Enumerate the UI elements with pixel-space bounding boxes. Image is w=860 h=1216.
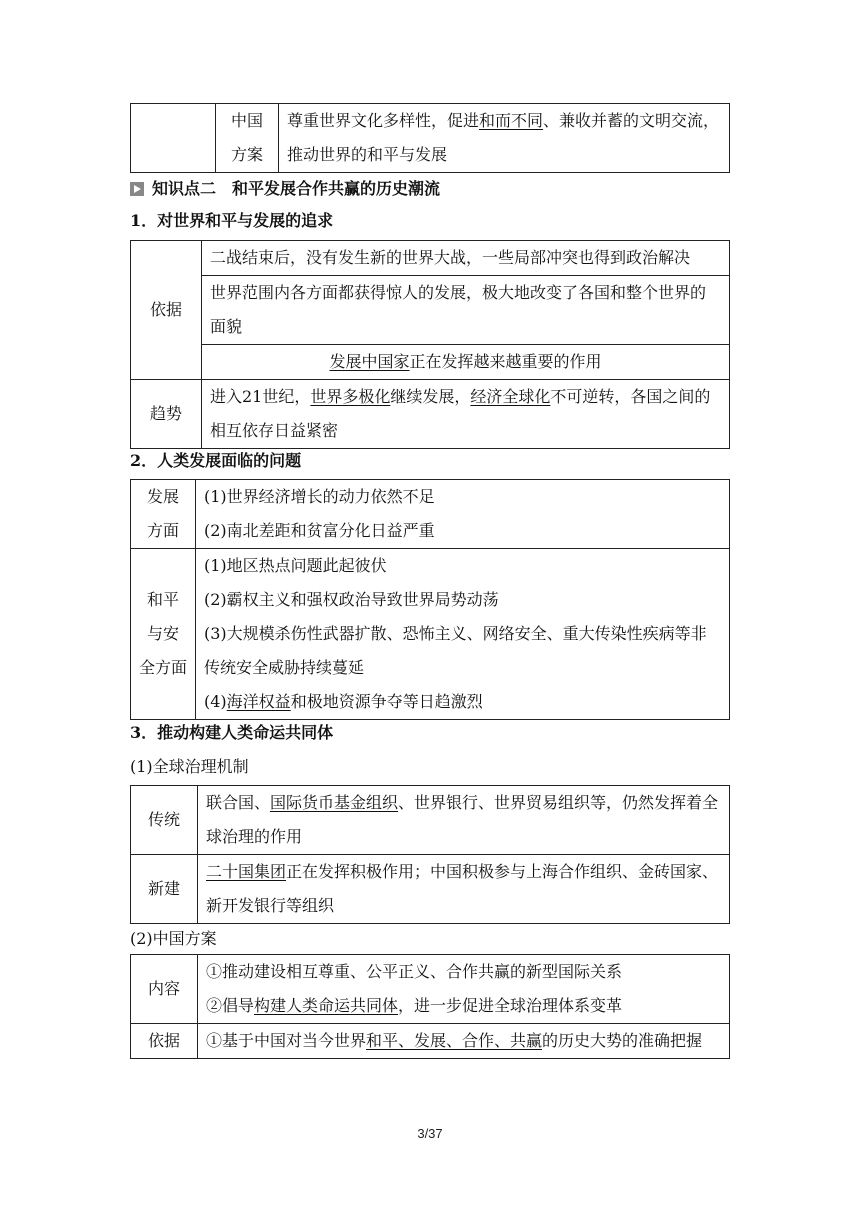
label-line: 与安 <box>146 624 179 643</box>
table-problems <box>130 479 730 720</box>
section-title: 知识点二 和平发展合作共赢的历史潮流 <box>130 176 440 199</box>
row-label-peace-security <box>131 549 196 720</box>
basis-content: ①基于中国对当今世界和平、发展、合作、共赢的历史大势的准确把握 <box>198 1024 730 1059</box>
list-item: (1)世界经济增长的动力依然不足 <box>204 487 435 506</box>
heading-2: 2．人类发展面临的问题 <box>130 451 302 470</box>
label-line: 发展 <box>146 487 179 506</box>
heading-3: 3．推动构建人类命运共同体 <box>130 723 334 742</box>
row-label-trend: 趋势 <box>131 380 202 449</box>
page-number: 3/37 <box>417 1126 443 1141</box>
list-item: (2)霸权主义和强权政治导致世界局势动荡 <box>204 590 499 609</box>
label-line: 中国 <box>230 111 263 130</box>
peace-items <box>196 549 730 720</box>
label-line: 方面 <box>146 521 179 540</box>
basis-item: 二战结束后，没有发生新的世界大战，一些局部冲突也得到政治解决 <box>202 241 730 276</box>
row-label-basis: 依据 <box>131 241 202 380</box>
development-items <box>196 480 730 549</box>
row-label-development <box>131 480 196 549</box>
row-label-content: 内容 <box>131 955 198 1024</box>
table-china-plan <box>130 954 730 1059</box>
play-triangle-icon <box>130 182 144 196</box>
row-label-basis: 依据 <box>131 1024 198 1059</box>
empty-cell <box>131 104 216 173</box>
list-item: (4)海洋权益和极地资源争夺等日趋激烈 <box>204 692 483 711</box>
list-item: (2)南北差距和贫富分化日益严重 <box>204 521 435 540</box>
list-item: (3)大规模杀伤性武器扩散、恐怖主义、网络安全、重大传染性疾病等非传统安全威胁持续蔓延 <box>204 624 707 677</box>
trend-content: 进入21世纪，世界多极化继续发展，经济全球化不可逆转，各国之间的相互依存日益紧密 <box>202 380 730 449</box>
subheading-1: (1)全球治理机制 <box>130 757 249 776</box>
list-item: ①推动建设相互尊重、公平正义、合作共赢的新型国际关系 <box>206 962 623 981</box>
table-governance <box>130 785 730 924</box>
label-line: 方案 <box>230 145 263 164</box>
new-content: 二十国集团正在发挥积极作用；中国积极参与上海合作组织、金砖国家、新开发银行等组织 <box>198 855 730 924</box>
row-label-new: 新建 <box>131 855 198 924</box>
basis-item: 世界范围内各方面都获得惊人的发展，极大地改变了各国和整个世界的面貌 <box>202 276 730 345</box>
label-china-plan <box>216 104 279 173</box>
top-table <box>130 103 730 173</box>
label-line: 全方面 <box>138 658 187 677</box>
content-items <box>198 955 730 1024</box>
china-plan-content: 尊重世界文化多样性，促进和而不同、兼收并蓄的文明交流，推动世界的和平与发展 <box>279 104 730 173</box>
list-item: ②倡导构建人类命运共同体，进一步促进全球治理体系变革 <box>206 996 623 1015</box>
table-peace-development <box>130 240 730 449</box>
basis-item: 发展中国家正在发挥越来越重要的作用 <box>202 345 730 380</box>
traditional-content: 联合国、国际货币基金组织、世界银行、世界贸易组织等，仍然发挥着全球治理的作用 <box>198 786 730 855</box>
subheading-2: (2)中国方案 <box>130 929 217 948</box>
list-item: (1)地区热点问题此起彼伏 <box>204 556 387 575</box>
heading-1: 1．对世界和平与发展的追求 <box>130 211 334 230</box>
label-line: 和平 <box>146 590 179 609</box>
row-label-traditional: 传统 <box>131 786 198 855</box>
